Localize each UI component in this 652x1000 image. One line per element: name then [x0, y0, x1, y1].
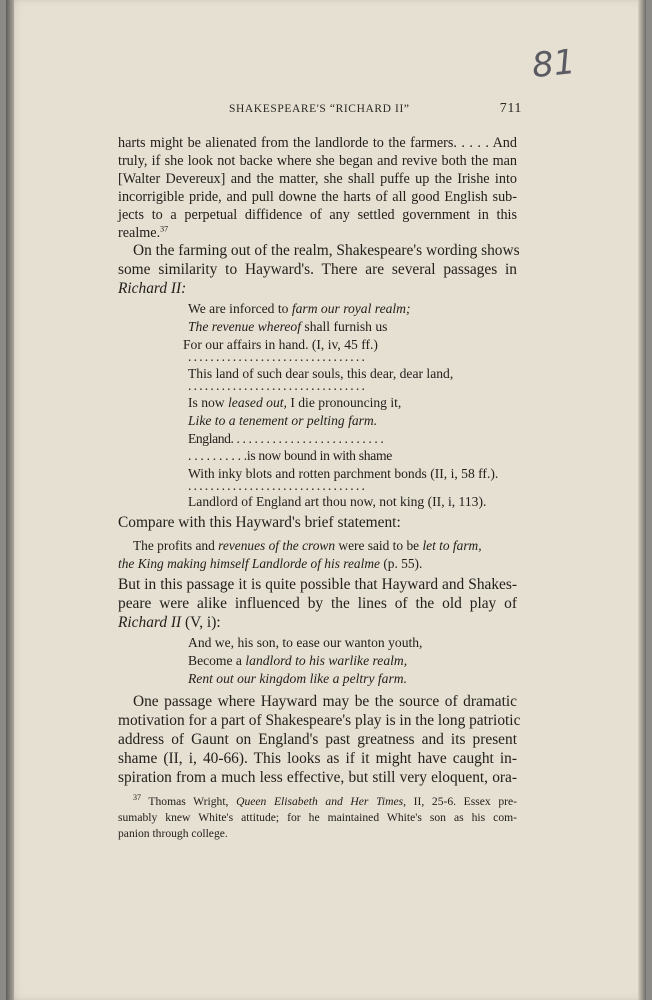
verse-line: England. . . . . . . . . . . . . . . . . . . . . . . . . . [188, 431, 384, 446]
text-line: motivation for a part of Shakespeare's play is in the long patriotic [118, 712, 521, 729]
text-line: One passage where Hayward may be the source of dramatic [133, 693, 517, 710]
text-line: [Walter Devereux] and the matter, she shall puffe up the Irishe into [118, 171, 517, 187]
text-line: address of Gaunt on England's past greatness and its present [118, 731, 517, 748]
quote-line: the King making himself Landlorde of his realme (p. 55). [118, 556, 423, 571]
footnote-line: sumably knew White's attitude; for he maintained White's son as his com- [118, 811, 517, 824]
text-line: realme.$^{37}$ [118, 224, 169, 241]
verse-line: For our affairs in hand. (I, iv, 45 ff.) [183, 337, 378, 352]
verse-line: . . . . . . . . . .is now bound in with shame [188, 448, 392, 463]
verse-line: Rent out our kingdom like a peltry farm. [188, 671, 407, 686]
text-line: incorrigible pride, and pull downe the harts of all good English sub- [118, 189, 517, 205]
verse-line: Like to a tenement or pelting farm. [188, 413, 378, 428]
text-line: On the farming out of the realm, Shakespeare's wording shows [133, 242, 520, 259]
running-header [229, 101, 522, 119]
ellipsis-line: . . . . . . . . . . . . . . . . . . . . . . . . . . . . . . . . [188, 349, 365, 364]
text-line: some similarity to Hayward's. There are several passages in [118, 261, 517, 278]
verse-line: And we, his son, to ease our wanton youth, [188, 635, 423, 650]
text-line: Richard II: [118, 280, 187, 297]
text-line: jects to a perpetual diffidence of any settled government in this [118, 207, 517, 223]
running-title: SHAKESPEARE'S “RICHARD II” [229, 103, 410, 115]
text-line: shame (II, i, 40-66). This looks as if it might have caught in- [118, 750, 517, 767]
quote-line: The profits and revenues of the crown were said to be let to farm, [133, 538, 482, 553]
page-right-edge [638, 0, 646, 1000]
ellipsis-line: . . . . . . . . . . . . . . . . . . . . . . . . . . . . . . . . [188, 478, 365, 493]
footnote-line: $^{37}$ Thomas Wright, Queen Elisabeth and Her Times, II, 25-6. Essex pre- [133, 793, 518, 808]
footnote-number: 37 [133, 793, 141, 803]
text-line: harts might be alienated from the landlorde to the farmers. . . . . And [118, 135, 517, 151]
page-number: 711 [499, 101, 522, 116]
text-line: truly, if she look not backe where she began and revive both the man [118, 153, 517, 169]
verse-line: Is now leased out, I die pronouncing it, [188, 395, 402, 410]
text-line: spiration from a much less effective, but still very eloquent, ora- [118, 769, 517, 786]
verse-line: This land of such dear souls, this dear, dear land, [188, 366, 454, 381]
verse-line: The revenue whereof shall furnish us [188, 319, 388, 334]
text-line: But in this passage it is quite possible that Hayward and Shakes- [118, 576, 517, 593]
footnote-ref: 37 [160, 224, 169, 234]
text-line: peare were alike influenced by the lines of the old play of [118, 595, 517, 612]
verse-line: Become a landlord to his warlike realm, [188, 653, 408, 668]
footnote-line: panion through college. [118, 827, 228, 840]
verse-line: We are inforced to farm our royal realm; [188, 301, 411, 316]
verse-line: With inky blots and rotten parchment bonds (II, i, 58 ff.). [188, 466, 499, 481]
handwritten-folio-number: 81 [530, 41, 578, 87]
page-left-edge [6, 0, 14, 1000]
ellipsis-line: . . . . . . . . . . . . . . . . . . . . . . . . . . . . . . . . [188, 378, 365, 393]
text-line: Compare with this Hayward's brief statement: [118, 514, 401, 531]
verse-line: Landlord of England art thou now, not king (II, i, 113). [188, 494, 487, 509]
text-line: Richard II (V, i): [118, 614, 221, 631]
